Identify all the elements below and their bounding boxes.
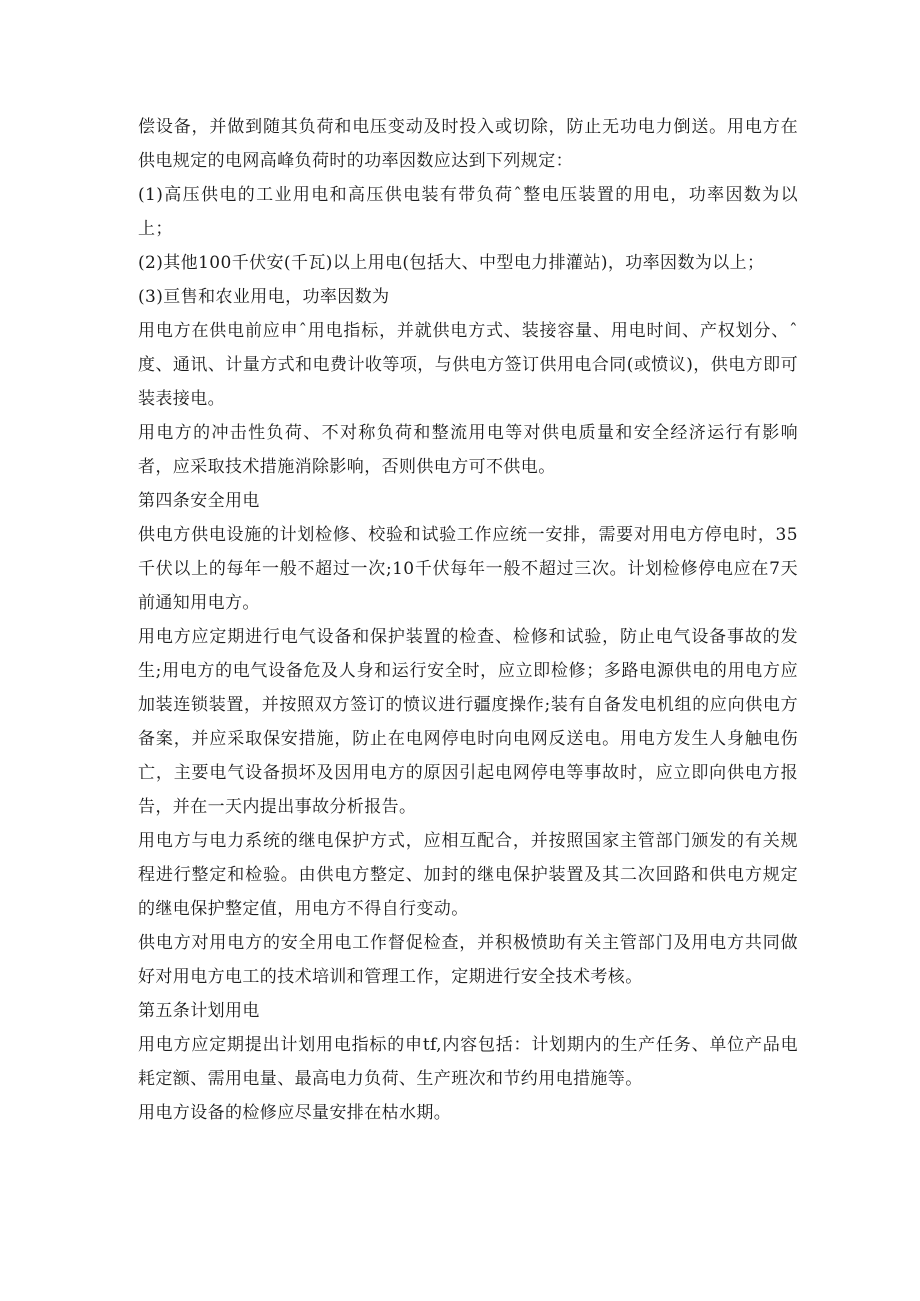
paragraph-application: 用电方在供电前应申ˆ用电指标，并就供电方式、装接容量、用电时间、产权划分、ˆ度、通讯、计量方式和电费计收等项，与供电方签订供用电合同(或愤议)，供电方即可装表接电。 [138, 321, 798, 409]
document-body [138, 110, 798, 1130]
section-heading-article-4: 第四条安全用电 [138, 491, 260, 511]
paragraph-compensation-equipment: 偿设备，并做到随其负荷和电压变动及时投入或切除，防止无功电力倒送。用电方在供电规定的电网高峰负荷时的功率因数应达到下列规定： [138, 117, 798, 171]
section-heading-article-5: 第五条计划用电 [138, 1001, 260, 1021]
list-item-3: (3)亘售和农业用电，功率因数为 [138, 287, 390, 307]
list-item-1: (1)高压供电的工业用电和高压供电装有带负荷ˆ整电压装置的用电，功率因数为以上； [138, 185, 798, 239]
paragraph-dry-season: 用电方设备的检修应尽量安排在枯水期。 [138, 1103, 452, 1123]
paragraph-impact-load: 用电方的冲击性负荷、不对称负荷和整流用电等对供电质量和安全经济运行有影响者，应采取技术措施消除影响，否则供电方可不供电。 [138, 423, 798, 477]
paragraph-plan-application: 用电方应定期提出计划用电指标的申tf,内容包括：计划期内的生产任务、单位产品电耗定额、需用电量、最高电力负荷、生产班次和节约用电措施等。 [138, 1035, 798, 1089]
paragraph-safety-supervision: 供电方对用电方的安全用电工作督促检查，并积极愤助有关主管部门及用电方共同做好对用电方电工的技术培训和管理工作，定期进行安全技术考核。 [138, 933, 798, 987]
paragraph-relay-protection: 用电方与电力系统的继电保护方式，应相互配合，并按照国家主管部门颁发的有关规程进行整定和检验。由供电方整定、加封的继电保护装置及其二次回路和供电方规定的继电保护整定值，用电方不得自行变动。 [138, 831, 798, 919]
paragraph-equipment-inspection: 用电方应定期进行电气设备和保护装置的检查、检修和试验，防止电气设备事故的发生;用电方的电气设备危及人身和运行安全时，应立即检修；多路电源供电的用电方应加装连锁装置，并按照双方签订的愤议进行疆度操作;装有自备发电机组的应向供电方备案，并应采取保安措施，防止在电网停电时向电网反送电。用电方发生人身触电伤亡，主要电气设备损坏及因用电方的原因引起电网停电等事故时，应立即向供电方报告，并在一天内提出事故分析报告。 [138, 627, 798, 817]
paragraph-maintenance-schedule: 供电方供电设施的计划检修、校验和试验工作应统一安排，需要对用电方停电时，35千伏以上的每年一般不超过一次;10千伏每年一般不超过三次。计划检修停电应在7天前通知用电方。 [138, 525, 798, 613]
list-item-2: (2)其他100千伏安(千瓦)以上用电(包括大、中型电力排灌站)，功率因数为以上； [138, 253, 765, 273]
